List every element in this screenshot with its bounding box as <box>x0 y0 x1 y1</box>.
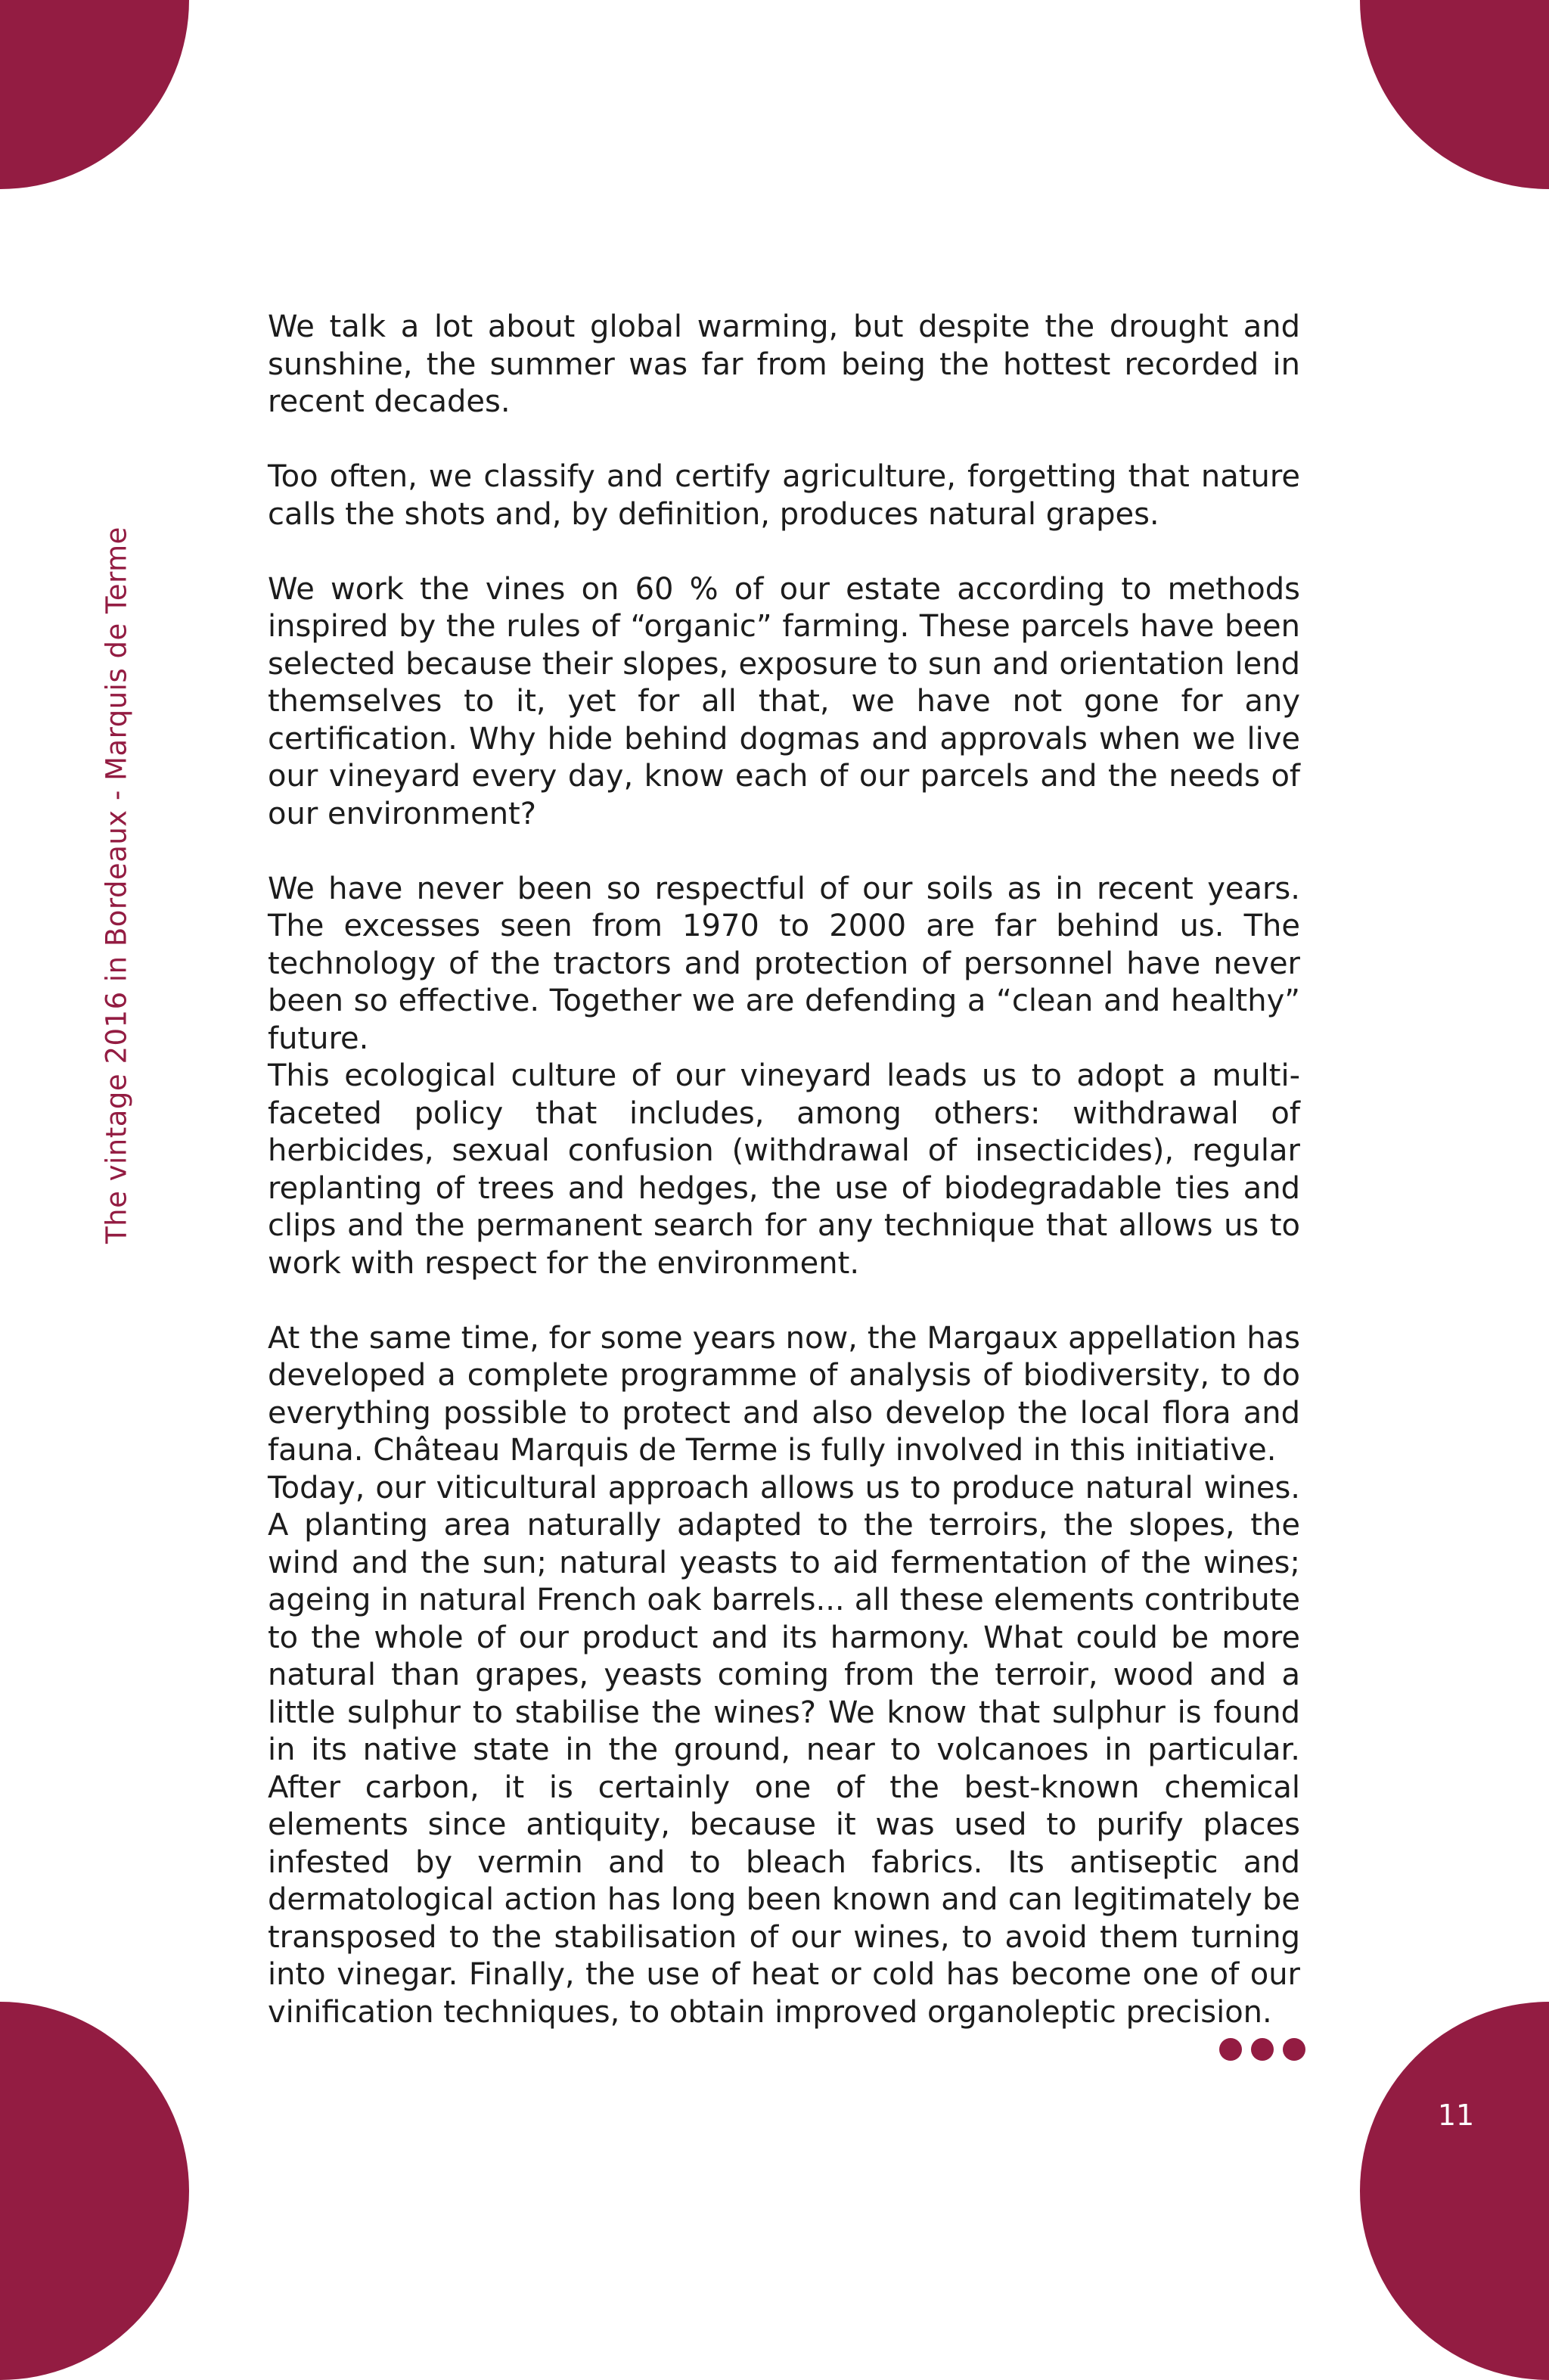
dot <box>1219 2038 1242 2061</box>
paragraph: This ecological culture of our vineyard leads us to adopt a multi-faceted policy that includes, among others: withdrawal of herbicides, sexual confusion (withdrawal of insecticides), regular replanting of trees and hedges, the use of biodegradable ties and clips and the permanent search for any technique that allows us to work with respect for the environment. <box>268 1058 1300 1281</box>
ellipsis-dots-icon <box>1219 2038 1305 2061</box>
corner-decoration-top-right <box>1360 0 1549 189</box>
sidebar-title: The vintage 2016 in Bordeaux - Marquis de Terme <box>100 527 133 1244</box>
page-number: 11 <box>1437 2099 1475 2132</box>
main-text <box>268 309 1300 2031</box>
paragraph: We talk a lot about global warming, but despite the drought and sunshine, the summer was far from being the hottest recorded in recent decades. <box>268 309 1300 419</box>
paragraph: We work the vines on 60 % of our estate according to methods inspired by the rules of “organic” farming. These parcels have been selected because their slopes, exposure to sun and orientation lend themselves to it, yet for all that, we have not gone for any certification. Why hide behind dogmas and approvals when we live our vineyard every day, know each of our parcels and the needs of our environment? <box>268 571 1300 831</box>
corner-decoration-bottom-right <box>1360 2002 1549 2380</box>
dot <box>1283 2038 1305 2061</box>
paragraph: Too often, we classify and certify agriculture, forgetting that nature calls the shots and, by definition, produces natural grapes. <box>268 459 1300 532</box>
dot <box>1251 2038 1274 2061</box>
corner-decoration-bottom-left <box>0 2002 189 2380</box>
paragraph: Today, our viticultural approach allows us to produce natural wines. A planting area naturally adapted to the terroirs, the slopes, the wind and the sun; natural yeasts to aid fermentation of the wines; ageing in natural French oak barrels... all these elements contribute to the whole of our product and its harmony. What could be more natural than grapes, yeasts coming from the terroir, wood and a little sulphur to stabilise the wines? We know that sulphur is found in its native state in the ground, near to volcanoes in particular. After carbon, it is certainly one of the best-known chemical elements since antiquity, because it was used to purify places infested by vermin and to bleach fabrics. Its antiseptic and dermatological action has long been known and can legitimately be transposed to the stabilisation of our wines, to avoid them turning into vinegar. Finally, the use of heat or cold has become one of our vinification techniques, to obtain improved organoleptic precision. <box>268 1470 1300 2030</box>
paragraph: At the same time, for some years now, the Margaux appellation has developed a complete programme of analysis of biodiversity, to do everything possible to protect and also develop the local flora and fauna. Château Marquis de Terme is fully involved in this initiative. <box>268 1320 1300 1468</box>
paragraph: We have never been so respectful of our soils as in recent years. The excesses seen from 1970 to 2000 are far behind us. The technology of the tractors and protection of personnel have never been so effective. Together we are defending a “clean and healthy” future. <box>268 871 1300 1056</box>
corner-decoration-top-left <box>0 0 189 189</box>
